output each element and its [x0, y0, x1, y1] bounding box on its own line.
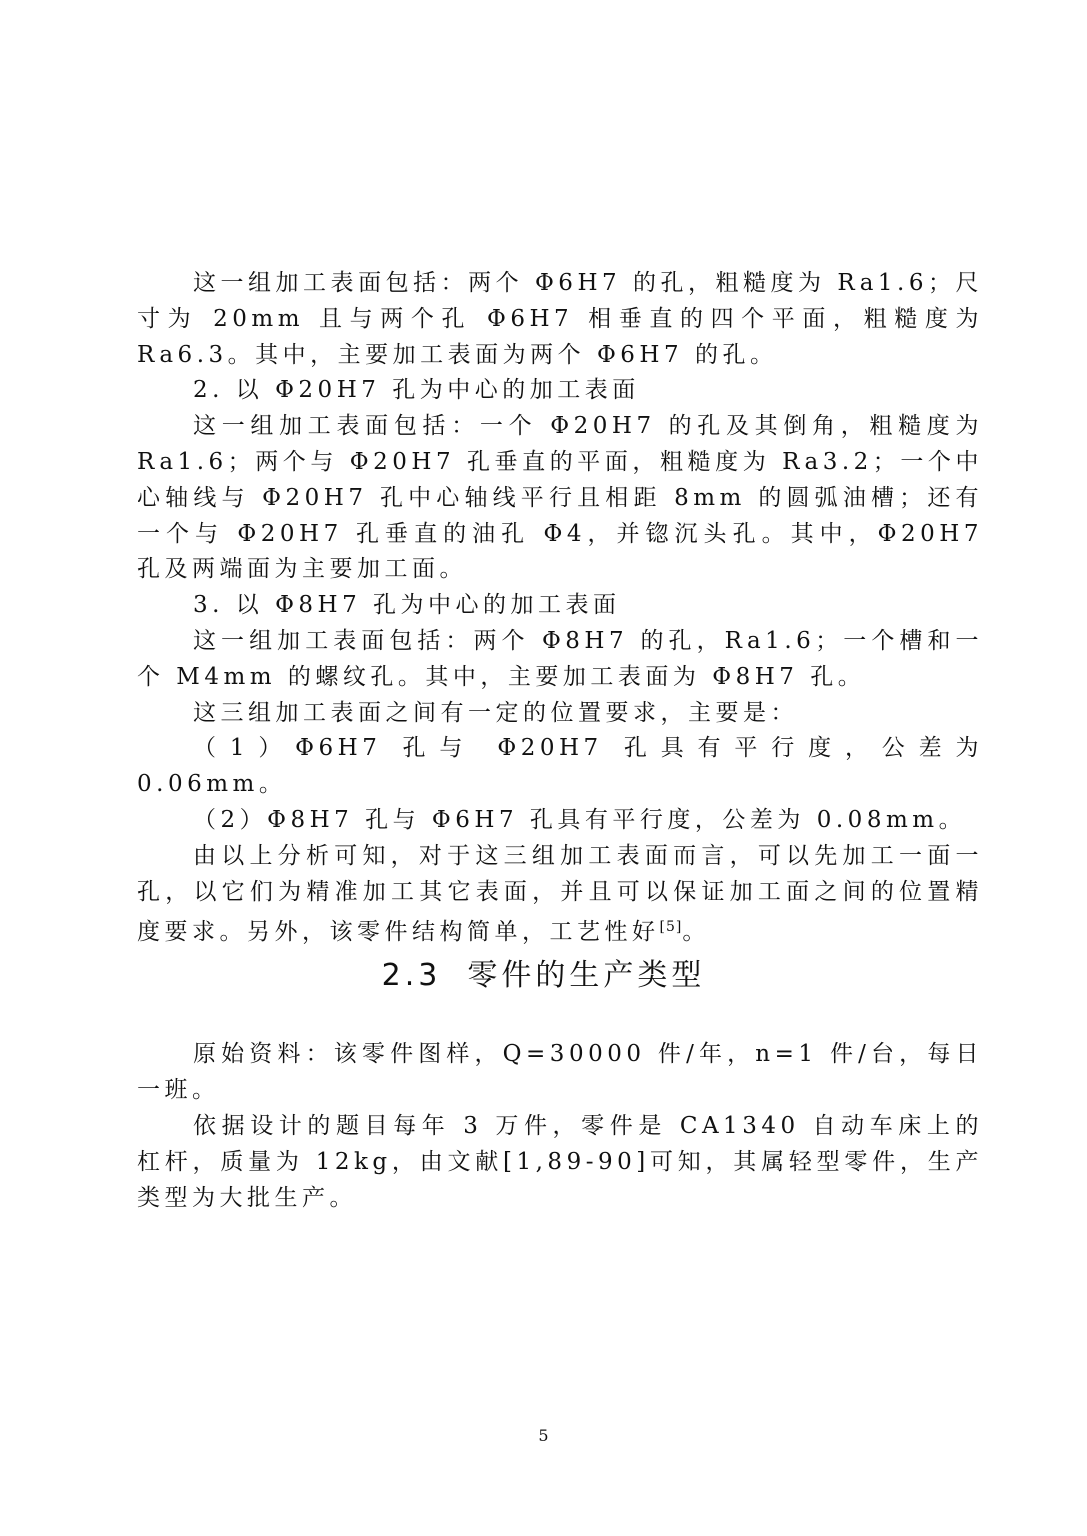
body-text-top	[137, 266, 983, 951]
section-heading	[0, 950, 1087, 994]
page-number: 5	[538, 1426, 549, 1445]
paragraph-conclusion	[137, 839, 983, 951]
requirement-item-1: （1）Φ6H7 孔与 Φ20H7 孔具有平行度，公差为 0.06mm。	[137, 735, 983, 798]
citation-superscript: [5]	[659, 919, 683, 936]
body-text-bottom	[137, 1036, 983, 1216]
subheading-phi8-surfaces: 3. 以 Φ8H7 孔为中心的加工表面	[193, 592, 621, 619]
paragraph-group1-surfaces: 这一组加工表面包括：两个 Φ6H7 的孔，粗糙度为 Ra1.6；尺寸为 20mm 且与两个孔 Φ6H7 相垂直的四个平面，粗糙度为 Ra6.3。其中，主要加工表面为两个 Φ6H7 的孔。	[137, 270, 983, 368]
conclusion-text: 由以上分析可知，对于这三组加工表面而言，可以先加工一面一孔，以它们为精准加工其它表面，并且可以保证加工面之间的位置精度要求。另外，该零件结构简单，工艺性好	[137, 842, 983, 946]
section-title: 零件的生产类型	[467, 958, 706, 993]
paragraph-position-requirements: 这三组加工表面之间有一定的位置要求，主要是：	[193, 699, 798, 726]
paragraph-production-type: 依据设计的题目每年 3 万件，零件是 CA1340 自动车床上的杠杆，质量为 12kg，由文献[1,89-90]可知，其属轻型零件，生产类型为大批生产。	[137, 1113, 983, 1211]
conclusion-end: 。	[682, 919, 710, 946]
requirement-item-2: （2）Φ8H7 孔与 Φ6H7 孔具有平行度，公差为 0.08mm。	[193, 806, 967, 833]
paragraph-source-data: 原始资料：该零件图样，Q=30000 件/年，n=1 件/台，每日一班。	[137, 1041, 983, 1103]
paragraph-group3-surfaces: 这一组加工表面包括：两个 Φ8H7 的孔，Ra1.6；一个槽和一个 M4mm 的螺纹孔。其中，主要加工表面为 Φ8H7 孔。	[137, 627, 983, 690]
paragraph-group2-surfaces: 这一组加工表面包括：一个 Φ20H7 的孔及其倒角，粗糙度为 Ra1.6；两个与 Φ20H7 孔垂直的平面，粗糙度为 Ra3.2；一个中心轴线与 Φ20H7 孔中心轴线平行且相距 8mm 的圆弧油槽；还有一个与 Φ20H7 孔垂直的油孔 Φ4，并锪沉头孔。其中，Φ20H7 孔及两端面为主要加工面。	[137, 413, 983, 583]
subheading-phi20-surfaces: 2. 以 Φ20H7 孔为中心的加工表面	[193, 377, 640, 404]
section-number: 2.3	[381, 958, 442, 993]
